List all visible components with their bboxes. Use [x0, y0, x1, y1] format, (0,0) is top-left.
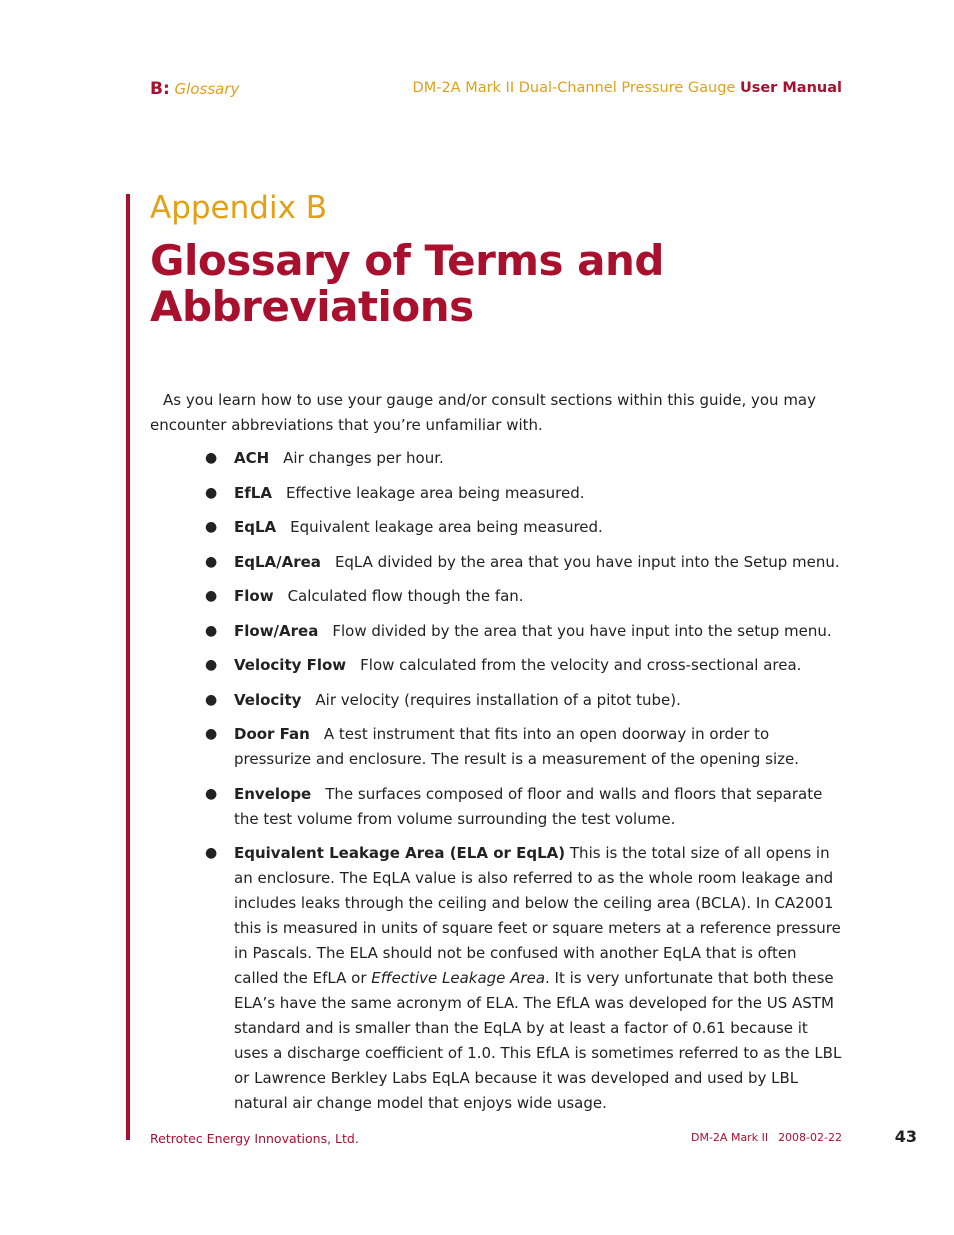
list-item	[205, 722, 845, 772]
glossary-term: EfLA	[234, 483, 272, 502]
glossary-term: EqLA	[234, 518, 277, 536]
page-number: 43	[894, 1127, 917, 1146]
bullet-icon: ●	[205, 553, 218, 570]
list-item	[205, 550, 845, 575]
list-item	[205, 619, 845, 644]
glossary-term: Door Fan	[234, 725, 310, 743]
footer-company: Retrotec Energy Innovations, Ltd.	[150, 1131, 359, 1146]
glossary-term: ACH	[234, 449, 270, 467]
bullet-icon: ●	[205, 785, 218, 802]
list-item	[205, 841, 845, 1116]
bullet-icon: ●	[205, 657, 218, 673]
glossary-definition: Air changes per hour.	[283, 449, 444, 467]
section-name: Glossary	[174, 80, 240, 98]
glossary-definition: Air velocity (requires installation of a pitot tube).	[315, 690, 681, 709]
list-item	[205, 446, 845, 471]
footer-model: DM-2A Mark II	[691, 1131, 769, 1144]
glossary-definition: The surfaces composed of floor and walls and floors that separate the test volume from volume surrounding the test volume.	[234, 784, 823, 828]
list-item	[205, 688, 845, 713]
chapter-side-bar	[126, 194, 130, 1140]
bullet-icon: ●	[205, 450, 218, 466]
running-header-title	[413, 80, 842, 96]
glossary-definition: EqLA divided by the area that you have input into the Setup menu.	[334, 552, 840, 571]
glossary-term: EqLA/Area	[234, 552, 321, 571]
glossary-definition: Equivalent leakage area being measured.	[290, 518, 603, 536]
bullet-icon: ●	[205, 484, 218, 501]
section-letter: B:	[150, 79, 170, 99]
glossary-definition: Flow calculated from the velocity and cross-sectional area.	[360, 656, 802, 674]
list-item	[205, 515, 845, 540]
footer-doc-info	[691, 1131, 842, 1144]
glossary-term: Flow	[234, 587, 274, 605]
glossary-definition: Calculated flow though the fan.	[287, 587, 524, 605]
glossary-term: Velocity Flow	[234, 656, 347, 674]
glossary-definition-italic: Effective Leakage Area	[371, 969, 546, 987]
glossary-term: Flow/Area	[234, 621, 319, 640]
glossary-term: Envelope	[234, 784, 312, 803]
glossary-list	[205, 446, 845, 1126]
glossary-definition: Effective leakage area being measured.	[285, 483, 585, 502]
glossary-definition: A test instrument that fits into an open doorway in order to pressurize and enclosure. The result is a measurement of the opening size.	[234, 725, 800, 768]
glossary-definition: Flow divided by the area that you have input into the setup menu.	[332, 621, 832, 640]
bullet-icon: ●	[205, 691, 218, 708]
list-item	[205, 481, 845, 506]
page-title: Glossary of Terms and Abbreviations	[150, 236, 664, 331]
glossary-definition-part1: This is the total size of all opens in an enclosure. The EqLA value is also referred to as the whole room leakage and includes leaks through the ceiling and below the ceiling area (BCLA). In CA2001 this is measured in units of square feet or square meters at a reference pressure in Pascals. The ELA should not be confused with another EqLA that is often called the EfLA or	[234, 844, 841, 987]
running-header-section	[150, 79, 239, 99]
bullet-icon: ●	[205, 622, 218, 639]
list-item	[205, 584, 845, 609]
glossary-definition-part2: . It is very unfortunate that both these ELA’s have the same acronym of ELA. The EfLA was developed for the US ASTM standard and is smaller than the EqLA by at least a factor of 0.61 because it uses a discharge coefficient of 1.0. This EfLA is sometimes referred to as the LBL or Lawrence Berkley Labs EqLA because it was developed and used by LBL natural air change model that enjoys wide usage.	[234, 969, 842, 1112]
doc-title: DM-2A Mark II Dual-Channel Pressure Gauge	[412, 80, 736, 96]
intro-paragraph: As you learn how to use your gauge and/or consult sections within this guide, you may encounter abbreviations that you’re unfamiliar with.	[150, 391, 816, 434]
bullet-icon: ●	[205, 726, 218, 742]
bullet-icon: ●	[205, 519, 218, 535]
list-item	[205, 782, 845, 832]
appendix-label: Appendix B	[150, 190, 328, 226]
glossary-term: Equivalent Leakage Area (ELA or EqLA)	[234, 844, 566, 862]
doc-suffix: User Manual	[739, 80, 842, 96]
footer-date: 2008-02-22	[778, 1131, 842, 1144]
list-item	[205, 653, 845, 678]
glossary-term: Velocity	[234, 690, 302, 709]
bullet-icon: ●	[205, 845, 218, 861]
bullet-icon: ●	[205, 588, 218, 604]
